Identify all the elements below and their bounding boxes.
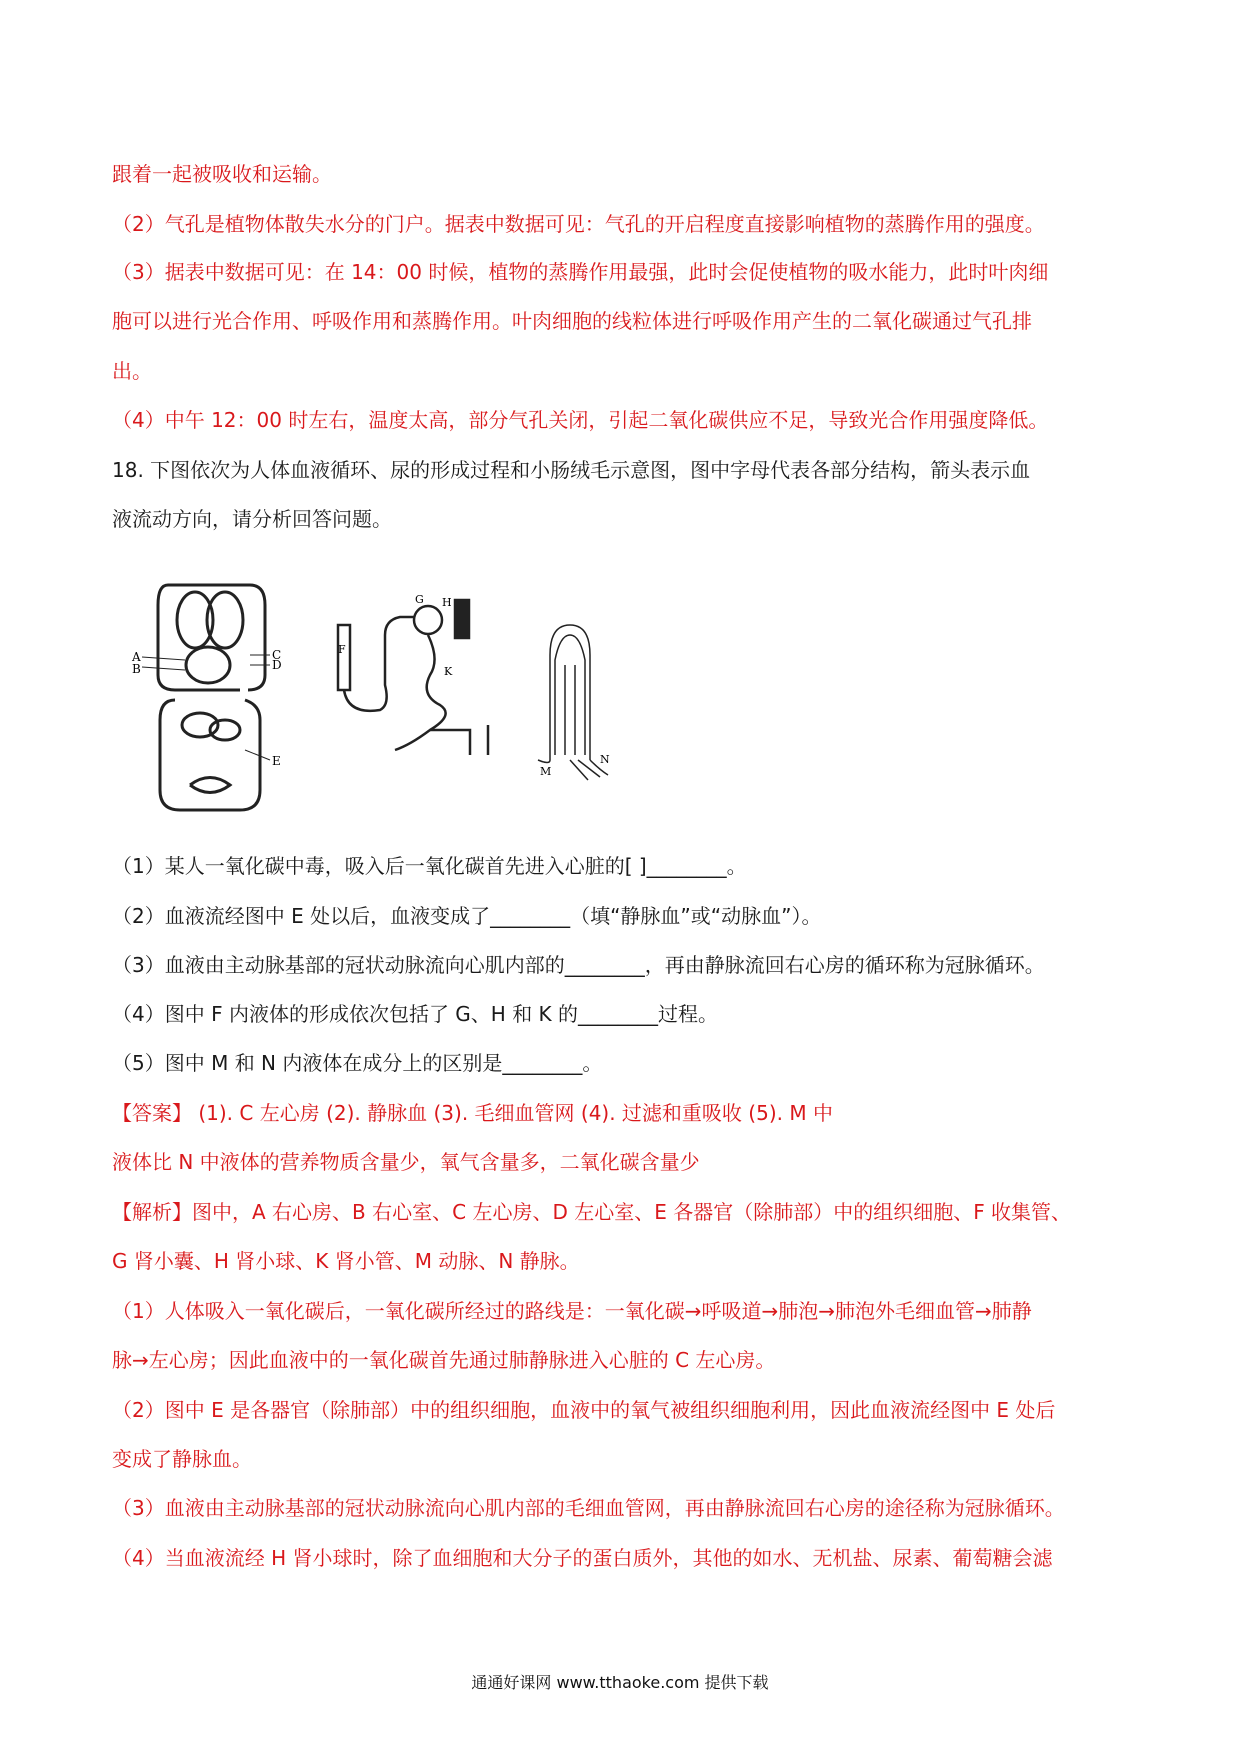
sub-question: （4）图中 F 内液体的形成依次包括了 G、H 和 K 的________过程。: [112, 1002, 719, 1026]
label-G: G: [415, 593, 424, 606]
question-stem: 液流动方向，请分析回答问题。: [112, 507, 392, 531]
answer-line: 【答案】 (1). C 左心房 (2). 静脉血 (3). 毛细血管网 (4). 过滤和重吸收 (5). M 中: [112, 1101, 833, 1125]
text-line: 跟着一起被吸收和运输。: [112, 162, 332, 186]
blood-circulation-diagram: [158, 585, 265, 810]
page-footer: 通通好课网 www.tthaoke.com 提供下载: [471, 1673, 769, 1692]
text-line: 胞可以进行光合作用、呼吸作用和蒸腾作用。叶肉细胞的线粒体进行呼吸作用产生的二氧化碳通过气孔排: [112, 309, 1032, 333]
sub-question: （3）血液由主动脉基部的冠状动脉流向心肌内部的________，再由静脉流回右心房的循环称为冠脉循环。: [112, 953, 1045, 977]
sub-question: （2）血液流经图中 E 处以后，血液变成了________（填“静脉血”或“动脉血”）。: [112, 904, 822, 928]
label-M: M: [540, 765, 552, 778]
analysis-line: 变成了静脉血。: [112, 1447, 252, 1471]
question-stem: 18. 下图依次为人体血液循环、尿的形成过程和小肠绒毛示意图，图中字母代表各部分结构，箭头表示血: [112, 458, 1031, 482]
analysis-line: （4）当血液流经 H 肾小球时，除了血细胞和大分子的蛋白质外，其他的如水、无机盐、尿素、葡萄糖会滤: [112, 1546, 1053, 1570]
label-C: C: [272, 648, 282, 662]
text-line: （3）据表中数据可见：在 14：00 时候，植物的蒸腾作用最强，此时会促使植物的吸水能力，此时叶肉细: [112, 260, 1049, 284]
label-F: F: [338, 643, 346, 656]
label-K: K: [444, 665, 453, 678]
analysis-line: 【解析】图中，A 右心房、B 右心室、C 左心房、D 左心室、E 各器官（除肺部）中的组织细胞、F 收集管、: [112, 1200, 1072, 1224]
analysis-line: （1）人体吸入一氧化碳后，一氧化碳所经过的路线是：一氧化碳→呼吸道→肺泡→肺泡外毛细血管→肺静: [112, 1299, 1032, 1323]
label-A: A: [132, 650, 141, 664]
analysis-line: （3）血液由主动脉基部的冠状动脉流向心肌内部的毛细血管网，再由静脉流回右心房的途径称为冠脉循环。: [112, 1496, 1065, 1520]
label-D: D: [272, 658, 282, 672]
nephron-diagram: [338, 600, 488, 755]
answer-line: 液体比 N 中液体的营养物质含量少，氧气含量多，二氧化碳含量少: [112, 1150, 700, 1174]
circulation-urine-villus-diagram: [130, 565, 690, 825]
analysis-line: G 肾小囊、H 肾小球、K 肾小管、M 动脉、N 静脉。: [112, 1249, 580, 1273]
text-line: （2）气孔是植物体散失水分的门户。据表中数据可见：气孔的开启程度直接影响植物的蒸腾作用的强度。: [112, 212, 1045, 236]
text-line: （4）中午 12：00 时左右，温度太高，部分气孔关闭，引起二氧化碳供应不足，导致光合作用强度降低。: [112, 408, 1049, 432]
sub-question: （1）某人一氧化碳中毒，吸入后一氧化碳首先进入心脏的[ ]________。: [112, 854, 747, 878]
villus-diagram: [538, 625, 608, 780]
text-line: 出。: [112, 359, 152, 383]
sub-question: （5）图中 M 和 N 内液体在成分上的区别是________。: [112, 1051, 603, 1075]
label-H: H: [442, 596, 452, 609]
analysis-line: （2）图中 E 是各器官（除肺部）中的组织细胞，血液中的氧气被组织细胞利用，因此血液流经图中 E 处后: [112, 1398, 1056, 1422]
label-E: E: [272, 754, 281, 768]
analysis-line: 脉→左心房；因此血液中的一氧化碳首先通过肺静脉进入心脏的 C 左心房。: [112, 1348, 776, 1372]
label-N: N: [600, 753, 610, 766]
label-B: B: [132, 662, 141, 676]
